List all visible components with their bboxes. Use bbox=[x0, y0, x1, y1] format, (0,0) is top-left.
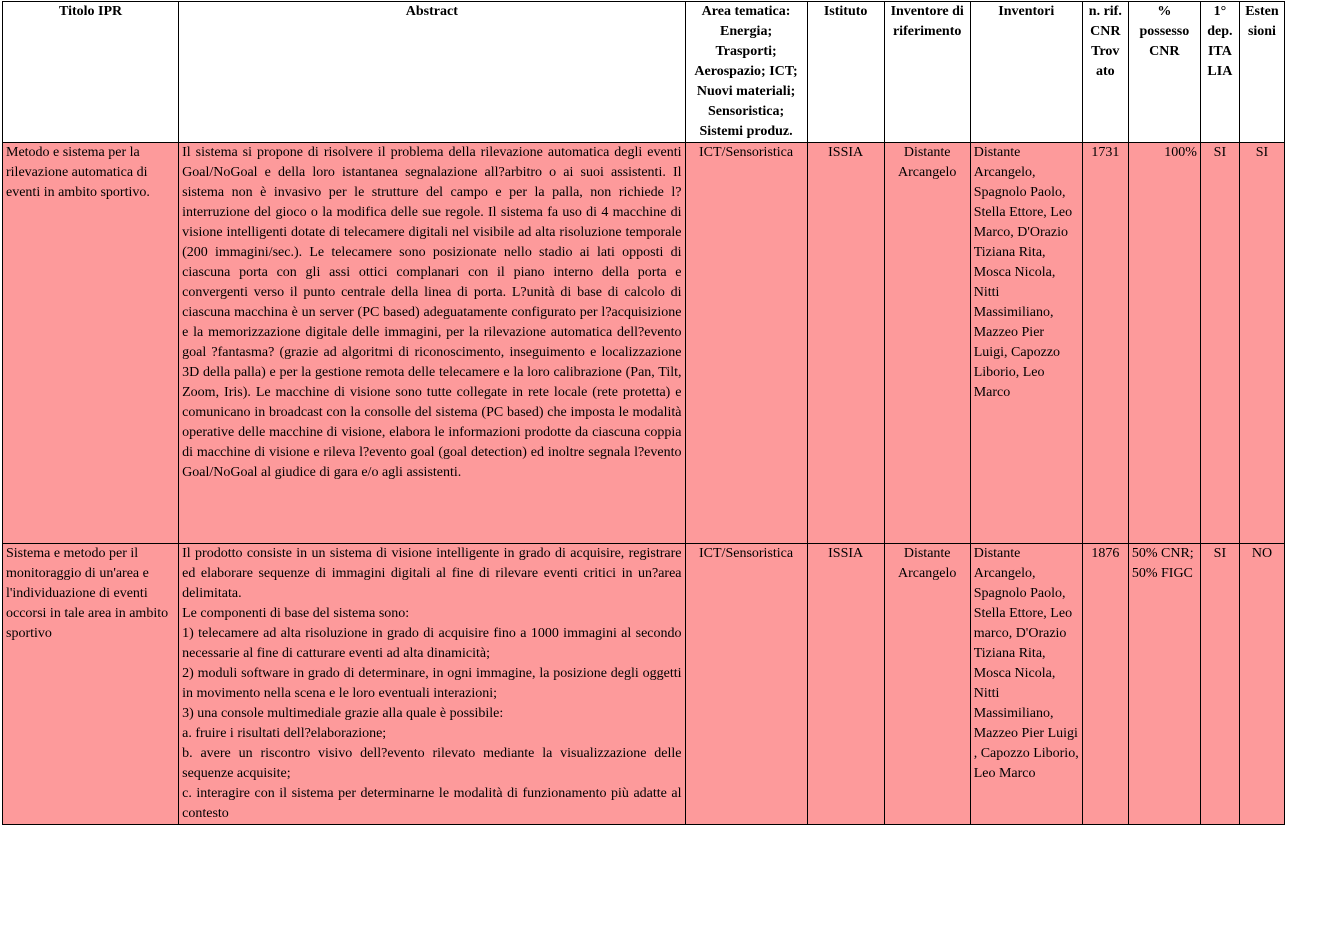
ipr-table bbox=[2, 1, 1285, 825]
cell-primo-deposito: SI bbox=[1200, 544, 1239, 825]
cell-n-rif: 1731 bbox=[1082, 143, 1128, 544]
header-area-tematica: Area tematica: Energia; Trasporti; Aerospazio; ICT; Nuovi materiali; Sensoristica; Sistemi produz. bbox=[685, 2, 807, 143]
cell-area-tematica: ICT/Sensoristica bbox=[685, 143, 807, 544]
header-titolo: Titolo IPR bbox=[3, 2, 179, 143]
header-row bbox=[3, 2, 1285, 143]
table-row bbox=[3, 544, 1285, 825]
cell-inventore-riferimento: Distante Arcangelo bbox=[884, 143, 970, 544]
cell-titolo: Metodo e sistema per la rilevazione automatica di eventi in ambito sportivo. bbox=[3, 143, 179, 544]
header-inventore-riferimento: Inventore di riferimento bbox=[884, 2, 970, 143]
cell-possesso: 50% CNR; 50% FIGC bbox=[1128, 544, 1200, 825]
header-primo-deposito: 1° dep. ITA LIA bbox=[1200, 2, 1239, 143]
header-possesso: % possesso CNR bbox=[1128, 2, 1200, 143]
cell-abstract: Il prodotto consiste in un sistema di visione intelligente in grado di acquisire, registrare ed elaborare sequenze di immagini digitali al fine di rilevare eventi critici in un?area delimitata. Le componenti di base del sistema sono: 1) telecamere ad alta risoluzione in grado di acquisire fino a 1000 immagini al secondo necessarie al fine di catturare eventi ad alta dinamicità; 2) moduli software in grado di determinare, in ogni immagine, la posizione degli oggetti in movimento nella scena e le loro eventuali interazioni; 3) una console multimediale grazie alla quale è possibile: a. fruire i risultati dell?elaborazione; b. avere un riscontro visivo dell?evento rilevato mediante la visualizzazione delle sequenze acquisite; c. interagire con il sistema per determinarne le modalità di funzionamento più adatte al contesto bbox=[179, 544, 685, 825]
cell-possesso: 100% bbox=[1128, 143, 1200, 544]
cell-area-tematica: ICT/Sensoristica bbox=[685, 544, 807, 825]
cell-n-rif: 1876 bbox=[1082, 544, 1128, 825]
header-abstract: Abstract bbox=[179, 2, 685, 143]
cell-primo-deposito: SI bbox=[1200, 143, 1239, 544]
cell-inventore-riferimento: Distante Arcangelo bbox=[884, 544, 970, 825]
table-row bbox=[3, 143, 1285, 544]
header-inventori: Inventori bbox=[970, 2, 1082, 143]
cell-inventori: Distante Arcangelo, Spagnolo Paolo, Stella Ettore, Leo Marco, D'Orazio Tiziana Rita, Mosca Nicola, Nitti Massimiliano, Mazzeo Pier Luigi, Capozzo Liborio, Leo Marco bbox=[970, 143, 1082, 544]
header-istituto: Istituto bbox=[807, 2, 884, 143]
cell-abstract: Il sistema si propone di risolvere il problema della rilevazione automatica degli eventi Goal/NoGoal e della loro istantanea segnalazione all?arbitro o ai suoi assistenti. Il sistema non è invasivo per le strutture del campo e per la palla, non richiede l?interruzione del gioco o la modifica delle sue regole. Il sistema fa uso di 4 macchine di visione intelligenti dotate di telecamere digitali nel visibile ad alta risoluzione temporale (200 immagini/sec.). Le telecamere sono posizionate nello stadio ai lati opposti di ciascuna porta con gli assi ottici complanari con il piano interno della porta e convergenti verso il punto centrale della linea di porta. L?unità di base di calcolo di ciascuna macchina è un server (PC based) adeguatamente configurato per l?acquisizione e la memorizzazione digitale delle immagini, per la rilevazione automatica dell?evento goal ?fantasma? (grazie ad algoritmi di riconoscimento, inseguimento e localizzazione 3D della palla) e per la gestione remota delle telecamere e la loro calibrazione (Pan, Tilt, Zoom, Iris). Le macchine di visione sono tutte collegate in rete locale (rete protetta) e comunicano in broadcast con la consolle del sistema (PC based) che imposta le modalità operative delle macchine di visione, elabora le informazioni prodotte da ciascuna coppia di macchine di visione e rileva l?evento goal (goal detection) ed inoltre segnala l?evento Goal/NoGoal al giudice di gara e/o agli assistenti. bbox=[179, 143, 685, 544]
header-estensioni: Esten sioni bbox=[1239, 2, 1284, 143]
cell-istituto: ISSIA bbox=[807, 544, 884, 825]
cell-estensioni: SI bbox=[1239, 143, 1284, 544]
cell-inventori: Distante Arcangelo, Spagnolo Paolo, Stella Ettore, Leo marco, D'Orazio Tiziana Rita, Mosca Nicola, Nitti Massimiliano, Mazzeo Pier Luigi , Capozzo Liborio, Leo Marco bbox=[970, 544, 1082, 825]
header-n-rif: n. rif. CNR Trov ato bbox=[1082, 2, 1128, 143]
cell-estensioni: NO bbox=[1239, 544, 1284, 825]
cell-istituto: ISSIA bbox=[807, 143, 884, 544]
cell-titolo: Sistema e metodo per il monitoraggio di un'area e l'individuazione di eventi occorsi in tale area in ambito sportivo bbox=[3, 544, 179, 825]
